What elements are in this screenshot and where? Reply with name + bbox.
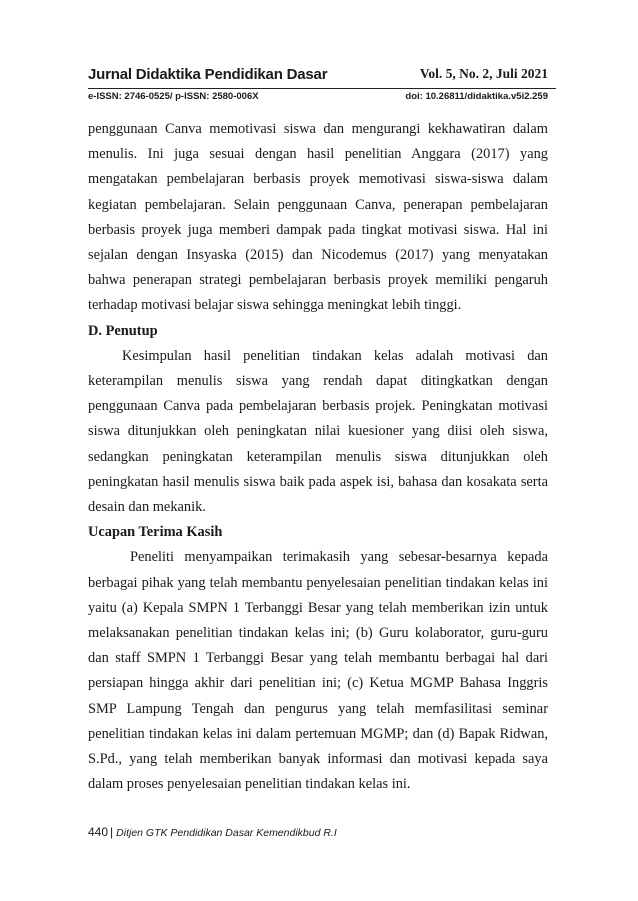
header-rule [88,88,556,89]
page-number: 440 [88,825,109,839]
section-heading-penutup: D. Penutup [88,322,158,339]
journal-title: Jurnal Didaktika Pendidikan Dasar [88,66,328,83]
publisher-name: Ditjen GTK Pendidikan Dasar Kemendikbud R.I [116,827,337,839]
paragraph-continuation: penggunaan Canva memotivasi siswa dan mengurangi kekhawatiran dalam menulis. Ini juga sesuai dengan hasil penelitian Anggara (2017) yang mengatakan pembelajaran berbasis proyek memotivasi siswa-siswa dalam kegiatan pembelajaran. Selain penggunaan Canva, penerapan pembelajaran berbasis proyek juga memberi dampak pada tingkat motivasi siswa. Hal ini sejalan dengan Insyaska (2015) dan Nicodemus (2017) yang menyatakan bahwa penerapan strategi pembelajaran berbasis proyek memiliki pengaruh terhadap motivasi belajar siswa sehingga meningkat lebih tinggi. [88,121,548,314]
page-footer [88,825,337,840]
doi-link[interactable]: doi: 10.26811/didaktika.v5i2.259 [405,91,548,102]
volume-info: Vol. 5, No. 2, Juli 2021 [419,66,548,81]
page-body [88,117,548,797]
issn-info: e-ISSN: 2746-0525/ p-ISSN: 2580-006X [88,91,259,102]
footer-separator: | [110,825,114,839]
paragraph-conclusion: Kesimpulan hasil penelitian tindakan kelas adalah motivasi dan keterampilan menulis siswa yang rendah dapat ditingkatkan dengan penggunaan Canva pada pembelajaran berbasis projek. Peningkatan motivasi siswa ditunjukkan oleh peningkatan nilai kuesioner yang diisi oleh siswa, sedangkan peningkatan keterampilan menulis siswa ditunjukkan oleh peningkatan hasil menulis siswa baik pada aspek isi, bahasa dan kosakata serta desain dan mekanik. [88,347,548,516]
paragraph-acknowledgement: Peneliti menyampaikan terimakasih yang sebesar-besarnya kepada berbagai pihak yang telah membantu penyelesaian penelitian tindakan kelas ini yaitu (a) Kepala SMPN 1 Terbanggi Besar yang telah memberikan izin untuk melaksanakan penelitian tindakan kelas ini; (b) Guru kolaborator, guru-guru dan staff SMPN 1 Terbanggi Besar yang telah membantu berbagai hal dari persiapan hingga akhir dari penelitian ini; (c) Ketua MGMP Bahasa Inggris SMP Lampung Tengah dan pengurus yang telah memfasilitasi seminar penelitian tindakan kelas ini dalam pertemuan MGMP; dan (d) Bapak Ridwan, S.Pd., yang telah memberikan banyak informasi dan motivasi kepada saya dalam proses penyelesaian penelitian tindakan kelas ini. [88,549,548,793]
section-heading-acknowledgement: Ucapan Terima Kasih [88,524,223,541]
